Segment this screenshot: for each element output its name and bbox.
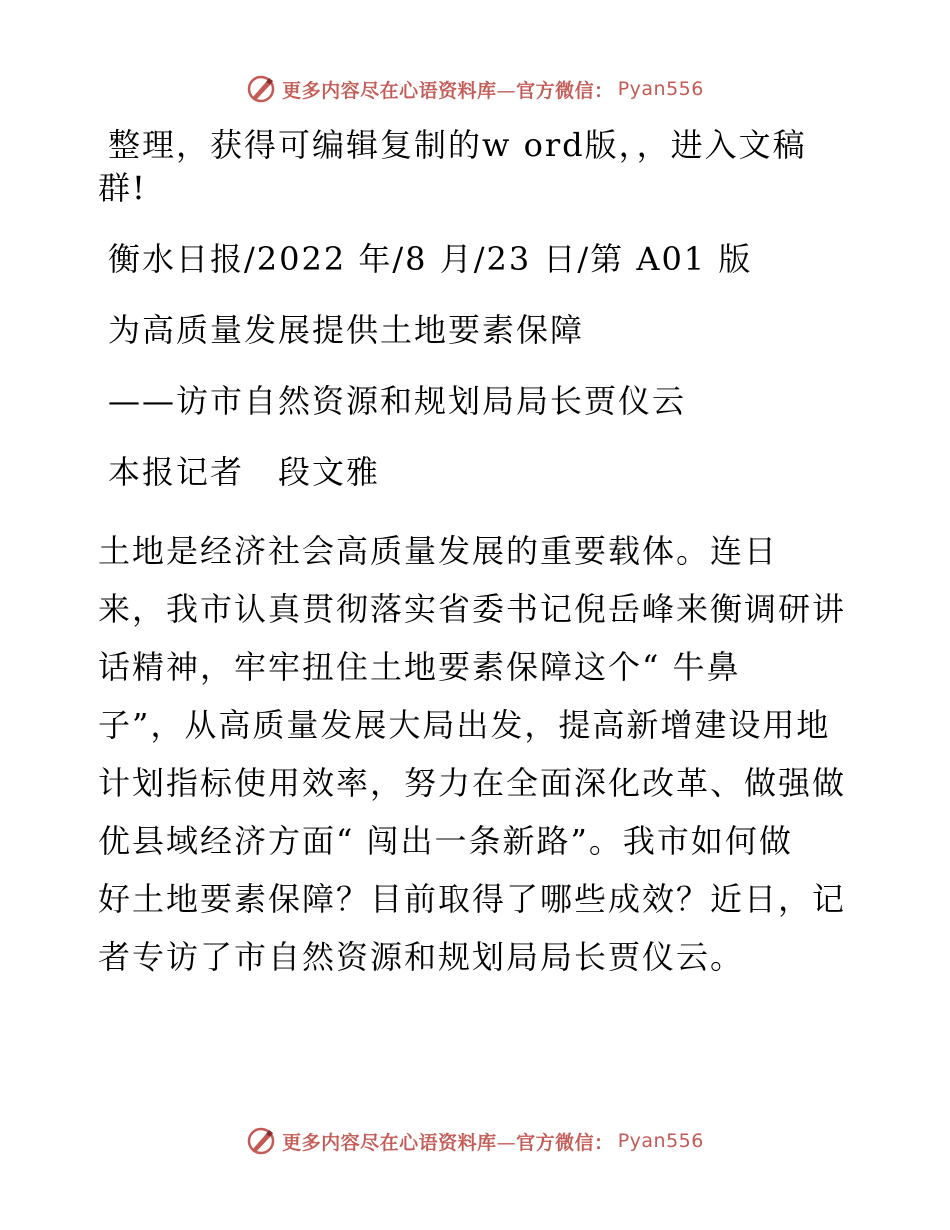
article-title: 为高质量发展提供土地要素保障 bbox=[108, 311, 585, 349]
watermark-text: 更多内容尽在心语资料库—官方微信： bbox=[282, 1131, 614, 1154]
body-line: 者专访了市自然资源和规划局局长贾仪云。 bbox=[98, 938, 745, 976]
intro-line-1: 整理，获得可编辑复制的w ord版，，进入文稿 bbox=[108, 126, 807, 164]
intro-paragraph bbox=[98, 124, 858, 210]
watermark-wechat-id: Pyan556 bbox=[617, 78, 704, 100]
body-line: 土地是经济社会高质量发展的重要载体。连日 bbox=[98, 532, 779, 570]
body-line: 来，我市认真贯彻落实省委书记倪岳峰来衡调研讲 bbox=[98, 590, 847, 628]
footer-watermark bbox=[0, 1126, 950, 1156]
header-watermark bbox=[0, 74, 950, 104]
article-paragraph bbox=[98, 522, 858, 986]
byline: 本报记者 段文雅 bbox=[108, 453, 381, 491]
source-line: 衡水日报/2022 年/8 月/23 日/第 A01 版 bbox=[108, 240, 753, 278]
body-line: 子”，从高质量发展大局出发，提高新增建设用地 bbox=[98, 706, 831, 744]
pen-logo-icon bbox=[246, 74, 276, 104]
intro-line-2: 群! bbox=[98, 169, 147, 207]
document-body bbox=[98, 124, 858, 986]
body-line: 话精神，牢牢扭住土地要素保障这个“ 牛鼻 bbox=[98, 648, 741, 686]
body-line: 优县域经济方面“ 闯出一条新路”。我市如何做 bbox=[98, 822, 793, 860]
body-line: 计划指标使用效率，努力在全面深化改革、做强做 bbox=[98, 764, 847, 802]
article-subtitle: ——访市自然资源和规划局局长贾仪云 bbox=[108, 382, 687, 420]
pen-logo-icon bbox=[246, 1126, 276, 1156]
body-line: 好土地要素保障？目前取得了哪些成效？近日，记 bbox=[98, 880, 847, 918]
watermark-text: 更多内容尽在心语资料库—官方微信： bbox=[282, 79, 614, 102]
watermark-wechat-id: Pyan556 bbox=[617, 1130, 704, 1152]
